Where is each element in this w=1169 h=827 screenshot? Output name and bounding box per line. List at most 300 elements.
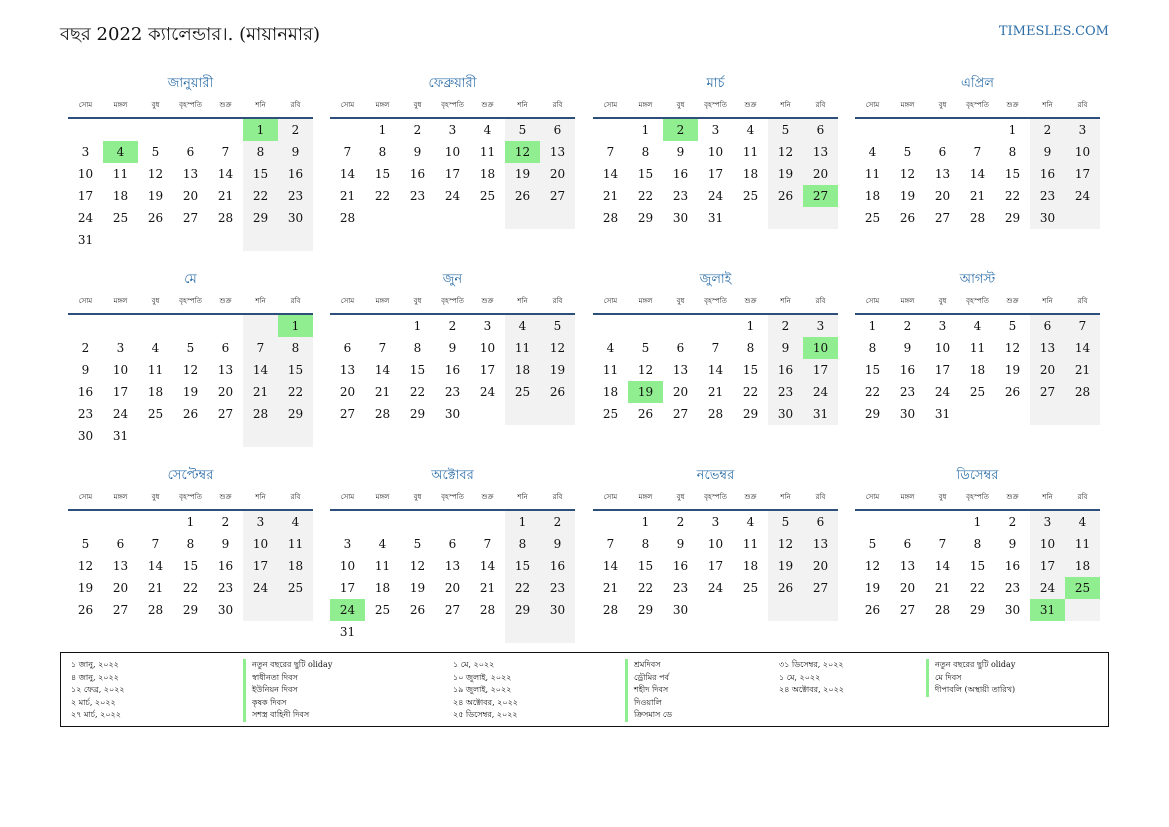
empty-day-cell	[138, 119, 173, 141]
legend-date: ১ জানু, ২০২২	[71, 660, 119, 669]
empty-day-cell	[173, 315, 208, 337]
legend-date: ৩১ ডিসেম্বর, ২০২২	[779, 660, 844, 669]
day-cell: 20	[803, 555, 838, 577]
empty-day-cell	[278, 229, 313, 251]
day-cell: 18	[742, 167, 759, 181]
day-cell: 21	[339, 189, 356, 203]
day-cell: 1	[1008, 123, 1017, 137]
day-cell: 13	[672, 363, 689, 377]
empty-day-cell	[925, 511, 960, 533]
day-cell: 20	[540, 163, 575, 185]
weekday-label: শনি	[1042, 101, 1053, 109]
month-name: ফেব্রুয়ারী	[428, 76, 477, 91]
day-cell: 28	[479, 603, 496, 617]
day-cell: 30	[278, 207, 313, 229]
weekday-label: শুক্র	[744, 101, 757, 109]
empty-day-cell	[330, 315, 365, 337]
weekday-label: সোম	[340, 493, 355, 501]
weekday-label: মঙ্গল	[900, 101, 915, 109]
day-cell: 24	[1065, 185, 1100, 207]
day-cell: 8	[868, 341, 877, 355]
day-cell: 19	[768, 163, 803, 185]
weekday-label: সোম	[340, 297, 355, 305]
day-cell: 1	[378, 123, 387, 137]
weekday-label: শনি	[255, 101, 266, 109]
day-cell: 19	[540, 359, 575, 381]
day-cell: 11	[505, 337, 540, 359]
day-cell: 15	[969, 559, 986, 573]
legend-holiday-name: মে দিবস	[926, 672, 1015, 685]
day-cell: 12	[899, 167, 916, 181]
empty-day-cell	[208, 315, 243, 337]
day-cell: 6	[116, 537, 125, 551]
day-cell: 3	[803, 315, 838, 337]
day-cell: 7	[606, 145, 615, 159]
weekday-label: রবি	[815, 297, 826, 305]
day-cell: 21	[217, 189, 234, 203]
day-cell: 26	[768, 185, 803, 207]
day-cell: 9	[540, 533, 575, 555]
weekday-header	[330, 488, 575, 511]
empty-day-cell	[243, 229, 278, 251]
empty-day-cell	[208, 425, 243, 447]
day-cell: 28	[969, 211, 986, 225]
empty-day-cell	[803, 207, 838, 229]
empty-day-cell	[540, 207, 575, 229]
day-cell: 3	[81, 145, 90, 159]
day-cell: 21	[707, 385, 724, 399]
day-cell: 22	[505, 577, 540, 599]
day-cell: 23	[672, 581, 689, 595]
weekday-label: শনি	[1042, 493, 1053, 501]
day-grid	[855, 511, 1100, 621]
empty-day-cell	[470, 403, 505, 425]
empty-day-cell	[330, 119, 365, 141]
day-cell: 10	[444, 145, 461, 159]
day-cell: 3	[448, 123, 457, 137]
day-cell: 30	[899, 407, 916, 421]
day-cell: 22	[637, 581, 654, 595]
day-cell: 20	[899, 581, 916, 595]
empty-day-cell	[593, 511, 628, 533]
weekday-label: শুক্র	[1006, 297, 1019, 305]
weekday-label: রবি	[1077, 297, 1088, 305]
empty-day-cell	[330, 511, 365, 533]
day-grid	[593, 315, 838, 425]
weekday-label: মঙ্গল	[375, 101, 390, 109]
day-cell: 13	[899, 559, 916, 573]
weekday-label: শুক্র	[1006, 493, 1019, 501]
weekday-label: বুধ	[676, 101, 685, 109]
day-cell: 10	[243, 533, 278, 555]
empty-day-cell	[365, 207, 400, 229]
weekday-label: শুক্র	[481, 297, 494, 305]
day-cell: 24	[330, 599, 365, 621]
day-cell: 7	[243, 337, 278, 359]
weekday-header	[593, 292, 838, 315]
weekday-label: বৃহস্পতি	[704, 101, 727, 109]
day-cell: 29	[278, 403, 313, 425]
day-cell: 26	[409, 603, 426, 617]
day-cell: 16	[899, 363, 916, 377]
weekday-label: সোম	[865, 297, 880, 305]
day-cell: 8	[378, 145, 387, 159]
day-cell: 5	[641, 341, 650, 355]
day-cell: 14	[217, 167, 234, 181]
day-cell: 5	[505, 119, 540, 141]
day-cell: 6	[221, 341, 230, 355]
weekday-label: রবি	[290, 493, 301, 501]
month-block	[593, 72, 838, 229]
day-cell: 22	[637, 189, 654, 203]
empty-day-cell	[995, 403, 1030, 425]
month-name: ডিসেম্বর	[956, 468, 999, 483]
month-name: সেপ্টেম্বর	[167, 468, 214, 483]
day-cell: 17	[77, 189, 94, 203]
day-grid	[330, 119, 575, 229]
month-name: মে	[184, 272, 197, 287]
empty-day-cell	[68, 315, 103, 337]
day-cell: 19	[182, 385, 199, 399]
day-cell: 9	[221, 537, 230, 551]
weekday-label: মঙ্গল	[900, 297, 915, 305]
day-cell: 31	[707, 211, 724, 225]
day-cell: 26	[540, 381, 575, 403]
empty-day-cell	[138, 315, 173, 337]
empty-day-cell	[173, 425, 208, 447]
day-cell: 5	[81, 537, 90, 551]
empty-day-cell	[855, 119, 890, 141]
day-cell: 3	[483, 319, 492, 333]
day-cell: 18	[278, 555, 313, 577]
empty-day-cell	[435, 621, 470, 643]
weekday-header	[593, 96, 838, 119]
day-cell: 7	[221, 145, 230, 159]
day-cell: 4	[973, 319, 982, 333]
empty-day-cell	[400, 207, 435, 229]
day-cell: 21	[1065, 359, 1100, 381]
weekday-label: রবি	[815, 101, 826, 109]
weekday-label: শনি	[255, 297, 266, 305]
day-cell: 24	[77, 211, 94, 225]
empty-day-cell	[173, 229, 208, 251]
day-cell: 8	[243, 141, 278, 163]
day-cell: 18	[602, 385, 619, 399]
day-cell: 25	[969, 385, 986, 399]
day-cell: 7	[483, 537, 492, 551]
legend-date: ১৯ জুলাই, ২০২২	[453, 685, 512, 694]
legend-holiday-name: স্বাধীনতা দিবস	[243, 672, 332, 685]
day-cell: 24	[112, 407, 129, 421]
day-cell: 4	[746, 515, 755, 529]
day-cell: 25	[505, 381, 540, 403]
empty-day-cell	[1065, 207, 1100, 229]
day-cell: 10	[707, 537, 724, 551]
empty-day-cell	[628, 315, 663, 337]
day-cell: 1	[413, 319, 422, 333]
day-cell: 30	[444, 407, 461, 421]
legend-dates-2	[453, 659, 518, 722]
day-cell: 30	[672, 211, 689, 225]
day-cell: 20	[182, 189, 199, 203]
day-cell: 23	[540, 577, 575, 599]
day-cell: 24	[707, 189, 724, 203]
day-cell: 24	[243, 577, 278, 599]
day-cell: 22	[969, 581, 986, 595]
month-block	[593, 464, 838, 621]
day-cell: 15	[505, 555, 540, 577]
weekday-label: শুক্র	[219, 493, 232, 501]
month-block	[855, 72, 1100, 229]
weekday-header	[330, 96, 575, 119]
legend-date: ১ মে, ২০২২	[453, 660, 495, 669]
day-cell: 30	[540, 599, 575, 621]
weekday-label: বুধ	[938, 493, 947, 501]
day-cell: 29	[182, 603, 199, 617]
weekday-label: বুধ	[413, 101, 422, 109]
day-cell: 28	[339, 211, 356, 225]
weekday-label: বৃহস্পতি	[441, 297, 464, 305]
day-cell: 14	[147, 559, 164, 573]
day-cell: 5	[768, 511, 803, 533]
legend-holiday-name: নতুন বছরের ছুটি oliday	[243, 659, 332, 672]
day-cell: 9	[676, 537, 685, 551]
day-cell: 14	[707, 363, 724, 377]
empty-day-cell	[470, 207, 505, 229]
day-cell: 29	[864, 407, 881, 421]
day-cell: 24	[707, 581, 724, 595]
day-cell: 12	[768, 533, 803, 555]
day-cell: 20	[339, 385, 356, 399]
weekday-label: বুধ	[676, 297, 685, 305]
day-cell: 6	[676, 341, 685, 355]
weekday-label: বৃহস্পতি	[179, 101, 202, 109]
day-cell: 13	[182, 167, 199, 181]
weekday-label: বৃহস্পতি	[179, 493, 202, 501]
legend-holiday-name: শ্রমদিবস	[625, 659, 672, 672]
day-cell: 5	[151, 145, 160, 159]
day-cell: 14	[602, 559, 619, 573]
weekday-label: সোম	[78, 493, 93, 501]
day-cell: 28	[934, 603, 951, 617]
day-cell: 27	[672, 407, 689, 421]
weekday-label: শুক্র	[481, 101, 494, 109]
day-cell: 16	[1004, 559, 1021, 573]
weekday-label: বৃহস্পতি	[704, 297, 727, 305]
day-cell: 18	[969, 363, 986, 377]
day-grid	[593, 511, 838, 621]
day-cell: 31	[339, 625, 356, 639]
day-cell: 10	[339, 559, 356, 573]
day-cell: 3	[711, 123, 720, 137]
day-cell: 15	[742, 363, 759, 377]
day-cell: 24	[444, 189, 461, 203]
month-block	[330, 464, 575, 643]
day-cell: 21	[934, 581, 951, 595]
day-cell: 26	[147, 211, 164, 225]
weekday-header	[855, 96, 1100, 119]
day-cell: 7	[151, 537, 160, 551]
weekday-label: সোম	[603, 297, 618, 305]
day-cell: 26	[77, 603, 94, 617]
day-cell: 6	[803, 119, 838, 141]
day-cell: 30	[77, 429, 94, 443]
day-cell: 20	[112, 581, 129, 595]
day-cell: 7	[1065, 315, 1100, 337]
day-grid	[330, 511, 575, 643]
day-cell: 22	[409, 385, 426, 399]
day-cell: 4	[483, 123, 492, 137]
day-cell: 19	[505, 163, 540, 185]
day-cell: 11	[374, 559, 391, 573]
day-cell: 28	[602, 211, 619, 225]
day-cell: 14	[243, 359, 278, 381]
day-cell: 27	[803, 185, 838, 207]
month-block	[855, 464, 1100, 621]
empty-day-cell	[365, 621, 400, 643]
day-cell: 11	[864, 167, 881, 181]
empty-day-cell	[208, 119, 243, 141]
legend-names-2	[625, 659, 672, 722]
day-cell: 6	[343, 341, 352, 355]
weekday-label: বৃহস্পতি	[966, 297, 989, 305]
day-cell: 25	[147, 407, 164, 421]
day-cell: 20	[803, 163, 838, 185]
weekday-label: রবি	[552, 101, 563, 109]
month-block	[330, 268, 575, 425]
day-grid	[68, 119, 313, 251]
empty-day-cell	[803, 599, 838, 621]
day-cell: 8	[641, 145, 650, 159]
day-cell: 11	[479, 145, 496, 159]
day-cell: 27	[112, 603, 129, 617]
day-cell: 27	[182, 211, 199, 225]
month-block	[330, 72, 575, 229]
day-cell: 27	[444, 603, 461, 617]
empty-day-cell	[505, 621, 540, 643]
day-cell: 29	[409, 407, 426, 421]
day-cell: 27	[803, 577, 838, 599]
day-cell: 23	[217, 581, 234, 595]
empty-day-cell	[173, 119, 208, 141]
day-cell: 29	[969, 603, 986, 617]
empty-day-cell	[138, 425, 173, 447]
empty-day-cell	[243, 315, 278, 337]
empty-day-cell	[768, 207, 803, 229]
empty-day-cell	[733, 599, 768, 621]
day-cell: 16	[409, 167, 426, 181]
weekday-label: শনি	[780, 101, 791, 109]
day-cell: 17	[707, 167, 724, 181]
day-cell: 28	[707, 407, 724, 421]
day-cell: 11	[1065, 533, 1100, 555]
day-cell: 20	[934, 189, 951, 203]
day-cell: 12	[864, 559, 881, 573]
weekday-label: মঙ্গল	[375, 493, 390, 501]
day-cell: 19	[409, 581, 426, 595]
day-cell: 8	[1008, 145, 1017, 159]
day-cell: 13	[803, 533, 838, 555]
weekday-label: শুক্র	[1006, 101, 1019, 109]
day-cell: 18	[1065, 555, 1100, 577]
day-cell: 21	[969, 189, 986, 203]
day-cell: 8	[973, 537, 982, 551]
weekday-label: মঙ্গল	[375, 297, 390, 305]
day-cell: 15	[637, 559, 654, 573]
day-cell: 30	[217, 603, 234, 617]
day-cell: 19	[628, 381, 663, 403]
empty-day-cell	[400, 511, 435, 533]
weekday-label: শনি	[517, 493, 528, 501]
day-cell: 29	[505, 599, 540, 621]
month-block	[68, 268, 313, 447]
day-cell: 6	[448, 537, 457, 551]
legend-dates-1	[71, 659, 125, 722]
empty-day-cell	[138, 511, 173, 533]
weekday-label: বৃহস্পতি	[441, 101, 464, 109]
month-block	[593, 268, 838, 425]
day-cell: 2	[663, 119, 698, 141]
day-cell: 26	[1004, 385, 1021, 399]
day-cell: 7	[343, 145, 352, 159]
day-cell: 5	[413, 537, 422, 551]
day-cell: 28	[1065, 381, 1100, 403]
empty-day-cell	[243, 425, 278, 447]
day-cell: 16	[768, 359, 803, 381]
day-cell: 14	[602, 167, 619, 181]
empty-day-cell	[540, 621, 575, 643]
day-cell: 29	[243, 207, 278, 229]
weekday-label: বৃহস্পতি	[441, 493, 464, 501]
day-cell: 5	[186, 341, 195, 355]
empty-day-cell	[1065, 599, 1100, 621]
month-name: নভেম্বর	[696, 468, 735, 483]
day-cell: 2	[1030, 119, 1065, 141]
weekday-label: সোম	[865, 493, 880, 501]
weekday-label: মঙ্গল	[638, 493, 653, 501]
calendar-grid	[68, 72, 1102, 652]
day-cell: 24	[934, 385, 951, 399]
day-cell: 18	[505, 359, 540, 381]
day-cell: 14	[934, 559, 951, 573]
day-cell: 5	[903, 145, 912, 159]
day-cell: 15	[1004, 167, 1021, 181]
day-cell: 9	[448, 341, 457, 355]
weekday-label: সোম	[865, 101, 880, 109]
weekday-header	[68, 292, 313, 315]
empty-day-cell	[505, 403, 540, 425]
empty-day-cell	[698, 599, 733, 621]
day-cell: 30	[1030, 207, 1065, 229]
day-cell: 27	[934, 211, 951, 225]
day-cell: 22	[182, 581, 199, 595]
day-cell: 4	[868, 145, 877, 159]
day-cell: 16	[217, 559, 234, 573]
day-cell: 15	[278, 359, 313, 381]
day-cell: 3	[1065, 119, 1100, 141]
day-cell: 6	[903, 537, 912, 551]
weekday-label: বুধ	[938, 101, 947, 109]
day-cell: 10	[1030, 533, 1065, 555]
site-link[interactable]: TIMESLES.COM	[998, 24, 1109, 39]
weekday-label: বৃহস্পতি	[179, 297, 202, 305]
day-cell: 10	[1065, 141, 1100, 163]
weekday-label: রবি	[290, 297, 301, 305]
day-cell: 22	[742, 385, 759, 399]
legend-date: ১ মে, ২০২২	[779, 672, 821, 682]
weekday-label: রবি	[552, 493, 563, 501]
weekday-label: শুক্র	[481, 493, 494, 501]
